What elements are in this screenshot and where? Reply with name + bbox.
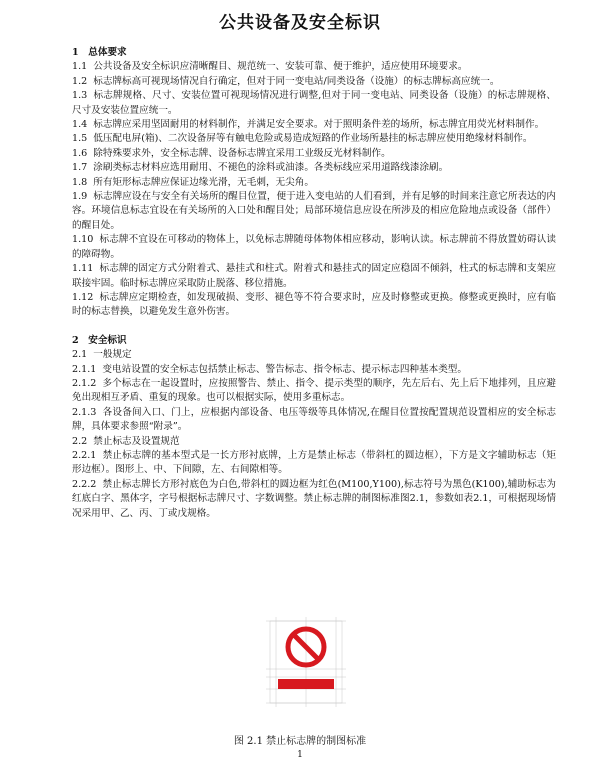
clause: 1.1 公共设备及安全标识应清晰醒目、规范统一、安装可靠、便于维护，适应使用环境要求。 [72,61,468,73]
clause: 2.1.1 变电站设置的安全标志包括禁止标志、警告标志、指令标志、提示标志四种基本类型。 [72,363,467,375]
clause: 1.8 所有矩形标志牌应保证边缘光滑，无毛刺，无尖角。 [72,176,314,188]
clause: 1.5 低压配电屏(箱)、二次设备屏等有触电危险或易造成短路的作业场所悬挂的标志牌应使用绝缘材料制作。 [72,133,533,145]
page-title: 公共设备及安全标识 [219,13,381,33]
section-heading-2: 2 安全标识 [72,334,127,346]
figure-caption: 图 2.1 禁止标志牌的制图标准 [233,736,367,747]
clause: 1.9 标志牌应设在与安全有关场所的醒目位置，便于进入变电站的人们看到，并有足够的时间来注意它所表达的内容。环境信息标志宜设在有关场所的入口处和醒目处；局部环境信息应设在所涉及的相应危险地点或设备（部件）的醒目处。 [72,191,556,231]
clause: 2.1.3 各设备间入口、门上，应根据内部设备、电压等级等具体情况,在醒目位置按配置规范设置相应的安全标志牌，具体要求参照“附录”。 [72,406,556,433]
section-heading-1: 1 总体要求 [72,47,127,58]
clause: 2.2.2 禁止标志牌长方形衬底色为白色,带斜杠的圆边框为红色(M100,Y100),标志符号为黑色(K100),辅助标志为红底白字、黑体字，字号根据标志牌尺寸、字数调整。禁止标志牌的制图标准图2.1，参数如表2.1，可根据现场情况采用甲、乙、丙、丁或戊规格。 [72,478,556,519]
auxiliary-text-block [278,679,334,689]
clause: 2.1.2 多个标志在一起设置时，应按照警告、禁止、指令、提示类型的顺序，先左后右、先上后下地排列，且应避免出现相互矛盾、重复的现象。也可以根据实际，使用多重标志。 [72,377,556,404]
page-number: 1 [297,750,303,760]
clause: 1.7 涂刷类标志材料应选用耐用、不褪色的涂料或油漆。各类标线应采用道路线漆涂刷。 [72,162,449,174]
subsection-heading: 2.2 禁止标志及设置规范 [72,435,180,447]
clause: 1.3 标志牌规格、尺寸、安装位置可视现场情况进行调整,但对于同一变电站、同类设备（设施）的标志牌规格、尺寸及安装位置应统一。 [72,90,556,116]
clause: 1.4 标志牌应采用坚固耐用的材料制作，并满足安全要求。对于照明条件差的场所，标志牌宜用荧光材料制作。 [72,119,545,131]
clause: 1.12 标志牌应定期检查，如发现破损、变形、褪色等不符合要求时，应及时修整或更换。修整或更换时，应有临时的标志替换，以避免发生意外伤害。 [72,291,556,318]
clause: 1.11 标志牌的固定方式分附着式、悬挂式和柱式。附着式和悬挂式的固定应稳固不倾斜，柱式的标志牌和支架应联接牢固。临时标志牌应采取防止脱落、移位措施。 [72,263,556,289]
clause: 2.2.1 禁止标志牌的基本型式是一长方形衬底牌，上方是禁止标志（带斜杠的圆边框），下方是文字辅助标志（矩形边框）。图形上、中、下间隙，左、右间隙相等。 [72,449,556,476]
clause: 1.6 除特殊要求外，安全标志牌、设备标志牌宜采用工业级反光材料制作。 [72,147,391,159]
document-body [72,42,556,521]
clause: 1.10 标志牌不宜设在可移动的物体上，以免标志牌随母体物体相应移动，影响认读。标志牌前不得放置妨碍认读的障碍物。 [72,234,556,260]
subsection-heading: 2.1 一般规定 [72,349,132,361]
clause: 1.2 标志牌标高可视现场情况自行确定，但对于同一变电站/同类设备（设施）的标志牌标高应统一。 [72,75,500,87]
prohibition-sign-figure [264,617,348,707]
